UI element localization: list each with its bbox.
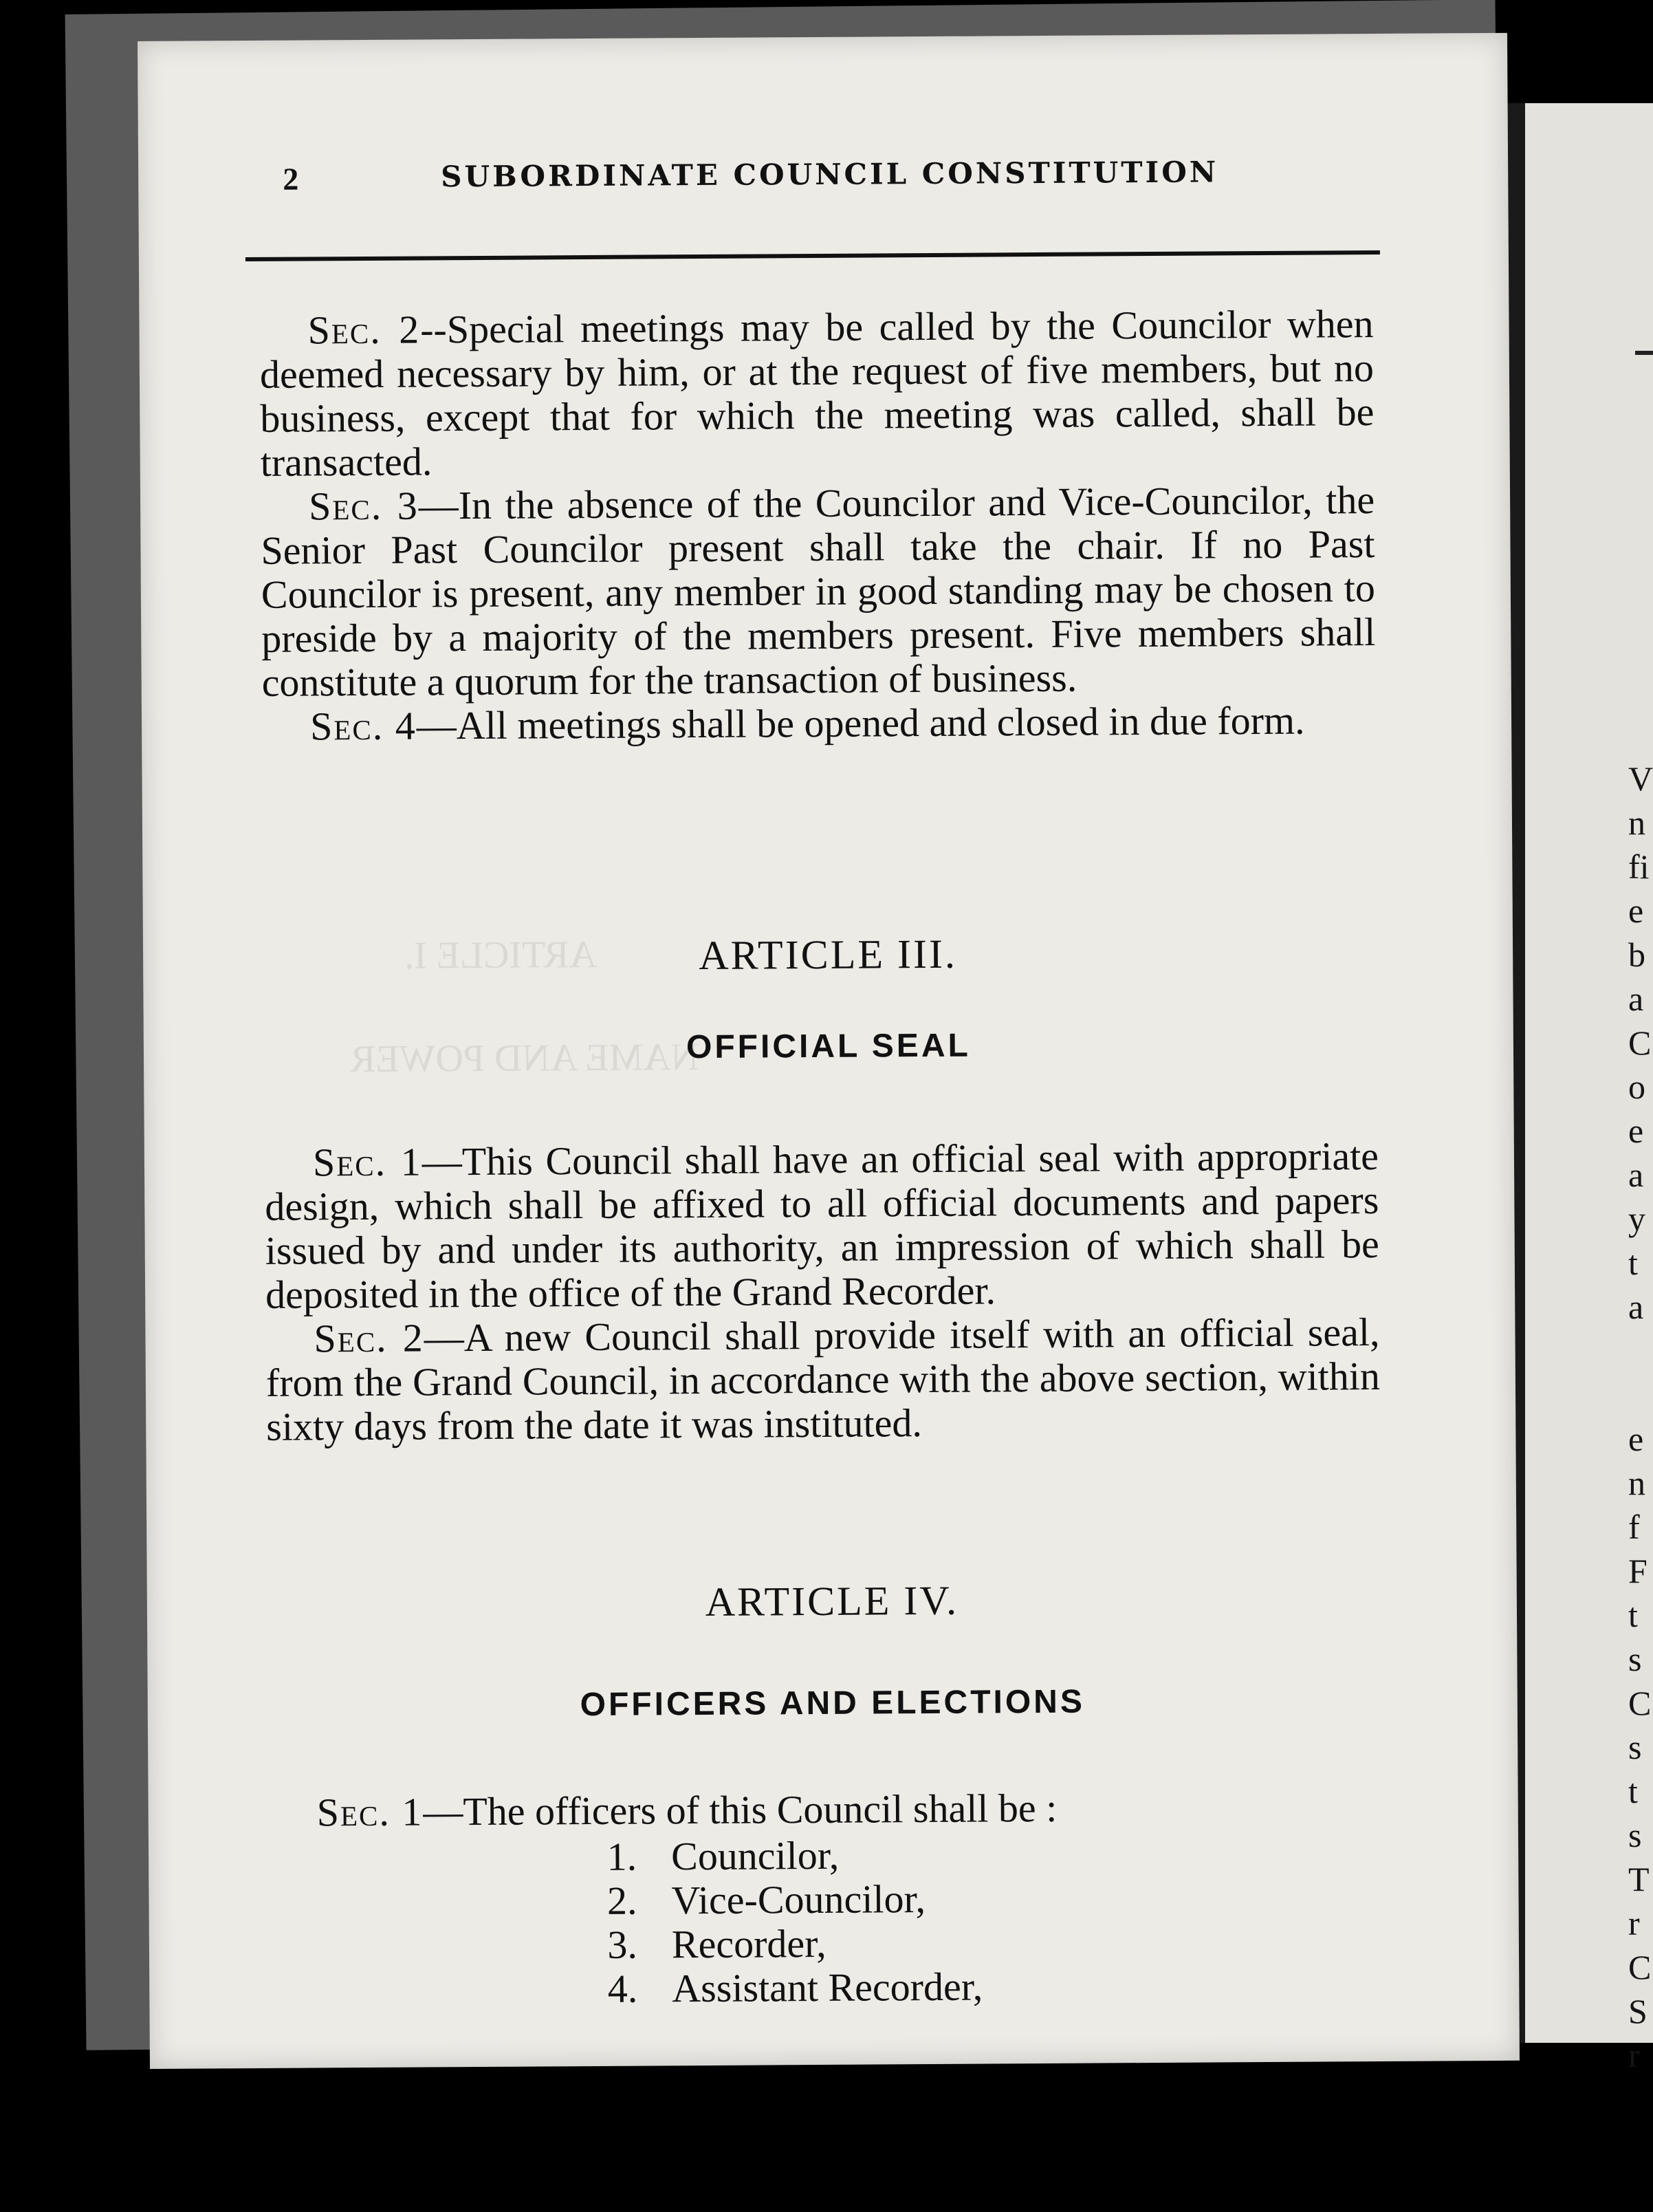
officer-name: Assistant Recorder, xyxy=(672,1964,983,2011)
article-iii-subtitle: OFFICIAL SEAL xyxy=(686,1027,971,1066)
section-text: --Special meetings may be called by the Councilor when deemed necessary by him, or at the request of five members, but no business, except that for which the meeting was called, shall be transacted. xyxy=(259,301,1375,485)
list-number: 4. xyxy=(607,1966,638,2011)
section-paragraph xyxy=(259,302,1375,485)
list-number: 2. xyxy=(606,1878,637,1923)
section-text: —A new Council shall provide itself with an official seal, from the Grand Council, in accordance with the above section, within sixty days from the date it was instituted. xyxy=(265,1310,1381,1449)
list-item xyxy=(555,1918,1380,1967)
section-label: Sec. 1 xyxy=(312,1139,422,1185)
article-iv-body xyxy=(269,1784,1383,1835)
running-title: SUBORDINATE COUNCIL CONSTITUTION xyxy=(441,155,1219,194)
article-iv-subtitle: OFFICERS AND ELECTIONS xyxy=(580,1683,1086,1724)
section-paragraph xyxy=(269,1784,1383,1835)
officer-name: Recorder, xyxy=(671,1920,827,1967)
article-iii-body xyxy=(265,1134,1381,1449)
officer-name: Councilor, xyxy=(670,1832,840,1879)
article-iv-title: ARTICLE IV. xyxy=(705,1577,959,1625)
running-header xyxy=(283,133,1370,195)
section-label: Sec. 2 xyxy=(314,1315,425,1361)
article-iii-title: ARTICLE III. xyxy=(699,931,958,979)
show-through-text: NAME AND POWER xyxy=(349,1036,699,1081)
section-paragraph xyxy=(262,698,1376,749)
document-page xyxy=(138,33,1520,2069)
section-text: —All meetings shall be opened and closed in due form. xyxy=(416,697,1305,748)
section-paragraph xyxy=(265,1134,1380,1317)
show-through-text: ARTICLE I. xyxy=(404,933,598,977)
section-paragraph xyxy=(265,1310,1380,1449)
section-text: —In the absence of the Councilor and Vice-Councilor, the Senior Past Councilor present shall take the chair. If no Past Councilor is present, any member in good standing may be chosen to preside by a majority of the members present. Five members shall constitute a quorum for the transaction of business. xyxy=(261,477,1376,705)
facing-page-edge-text: V n fi e b a C o e a y t a e n f F t s C s t s T r C S r xyxy=(1628,759,1653,2074)
list-number: 1. xyxy=(606,1834,637,1879)
list-item xyxy=(554,1830,1379,1879)
page-number: 2 xyxy=(283,161,299,197)
section-text: —The officers of this Council shall be : xyxy=(423,1785,1058,1834)
section-label: Sec. 2 xyxy=(307,307,421,353)
section-paragraph xyxy=(261,478,1376,705)
article-ii-continued xyxy=(259,302,1376,749)
section-label: Sec. 1 xyxy=(316,1789,424,1835)
header-rule xyxy=(245,250,1380,261)
officer-list xyxy=(554,1830,1381,2011)
facing-page-mark xyxy=(1635,351,1653,355)
section-text: —This Council shall have an official seal with appropriate design, which shall be affixed to all official documents and papers issued by and under its authority, an impression of which shall be deposited in the office of the Grand Recorder. xyxy=(265,1134,1379,1317)
section-label: Sec. 4 xyxy=(309,703,417,749)
list-item xyxy=(555,1962,1380,2011)
officer-name: Vice-Councilor, xyxy=(671,1876,926,1923)
section-label: Sec. 3 xyxy=(308,483,419,529)
list-item xyxy=(554,1874,1379,1923)
list-number: 3. xyxy=(607,1922,638,1967)
facing-page xyxy=(1525,103,1653,2074)
